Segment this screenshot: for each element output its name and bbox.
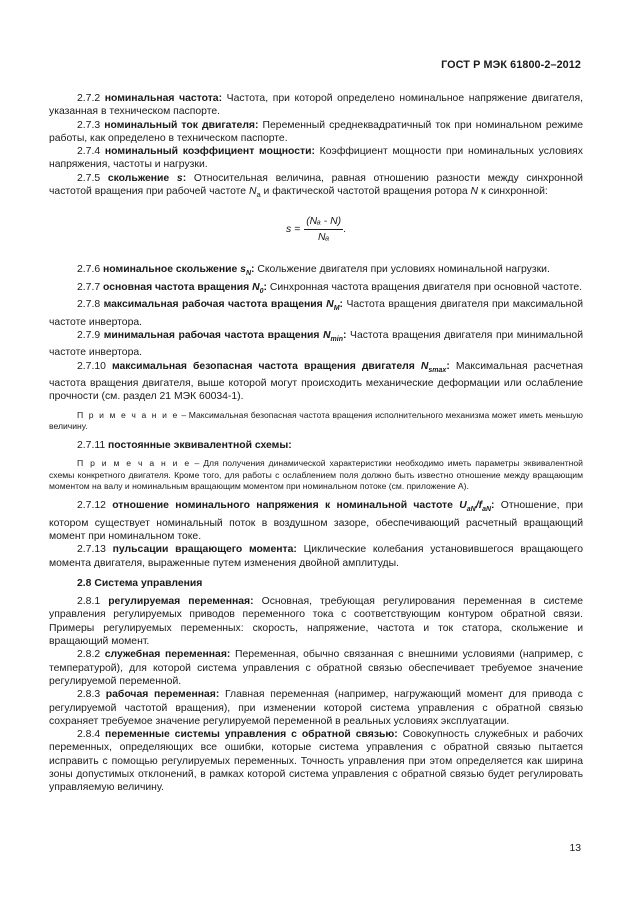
- definition-2-7-9: 2.7.9 минимальная рабочая частота вращения $N_{min}$: Частота вращения двигателя при минимальной частоте инвертора.: [49, 329, 584, 359]
- section-title: 2.8 Система управления: [77, 577, 203, 589]
- definition-2-7-13: 2.7.13 пульсации вращающего момента: Циклические колебания установившегося вращающего момента двигателя, выраженные путем изменения двойной амплитуды.: [49, 544, 584, 569]
- definition-2-7-4: 2.7.4 номинальный коэффициент мощности: Коэффициент мощности при номинальных условиях напряжения, частоты и нагрузки.: [49, 146, 583, 171]
- definition-2-7-2: 2.7.2 номинальная частота: Частота, при которой определено номинальное напряжение двигателя, указанная в техническом паспорте.: [49, 93, 583, 118]
- document-header: ГОСТ Р МЭК 61800-2–2012: [441, 59, 581, 71]
- definition-2-7-12: 2.7.12 отношение номинального напряжения к номинальной частоте $U_{aN}/f_{aN}$: Отношение, при котором существует номинальный поток в воздушном зазоре, обеспечивающий расчетный вращающий момент при номинальном токе.: [49, 500, 584, 542]
- formula-fraction: [304, 215, 343, 245]
- slip-formula: s = $\frac{\text{(Nₐ - N)}}{\text{Nₐ}}$ .: [286, 215, 346, 243]
- definition-2-8-3: 2.8.3 рабочая переменная: Главная переменная (например, нагружающий момент для привода с регулируемой частотой вращения), при изменении которой система управления с обратной связью сохраняет требуемое значение регулируемой переменной в реальных условиях эксплуатации.: [49, 689, 583, 727]
- definition-2-7-6: 2.7.6 номинальное скольжение $s_N$: Скольжение двигателя при условиях номинальной нагрузки.: [77, 264, 550, 278]
- definition-2-7-3: 2.7.3 номинальный ток двигателя: Переменный среднеквадратичный ток при номинальном режиме работы, как определено в техническом паспорте.: [49, 119, 584, 144]
- definition-2-7-10: 2.7.10 максимальная безопасная частота вращения двигателя $N_{smax}$: Максимальная расчетная частота вращения двигателя, выше которой могут происходить механические деформации или ослабление прочности (см. раздел 21 МЭК 60034-1).: [49, 360, 584, 403]
- definition-2-7-8: 2.7.8 максимальная рабочая частота вращения $N_M$: Частота вращения двигателя при максимальной частоте инвертора.: [49, 299, 583, 328]
- note-2-7-11: П р и м е ч а н и е – Для получения динамической характеристики необходимо иметь параметры эквивалентной схемы конкретного двигателя. Кроме того, для работы с ослаблением поля должно быть известно отношение между вращающим моментом на валу и номинальным вращающим моментом при номинальном потоке (см. приложение А).: [49, 458, 583, 491]
- definition-2-8-2: 2.8.2 служебная переменная: Переменная, обычно связанная с внешними условиями (например, с температурой), для которой система управления с обратной связью обеспечивает требуемое значение регулируемой переменной.: [49, 649, 583, 687]
- definition-2-7-11: 2.7.11 постоянные эквивалентной схемы:: [77, 440, 292, 452]
- formula-denominator: Nₐ: [318, 231, 330, 243]
- page-number: 13: [569, 843, 581, 854]
- document-body: [49, 92, 583, 795]
- definition-2-8-1: 2.8.1 регулируемая переменная: Основная, требующая регулирования переменная в системе управления регулируемых приводов переменного тока с соответствующим контуром обратной связи. Примеры регулируемых переменных: скорость, напряжение, частота и ток статора, скольжение и вращающий момент.: [49, 596, 584, 648]
- formula-lhs: s =: [286, 223, 301, 235]
- definition-2-7-7: 2.7.7 основная частота вращения $N_0$: Синхронная частота вращения двигателя при основной частоте.: [77, 281, 583, 295]
- formula-numerator: (Nₐ - N): [304, 215, 343, 230]
- definition-2-8-4: 2.8.4 переменные системы управления с обратной связью: Совокупность служебных и рабочих переменных, определяющих все ошибки, которые система управления с обратной связью пытается исправить с помощью регулируемых переменных. Точность управления при этом определяется как ширина зоны допустимых отклонений, в рамках которой система управления с обратной связью будет регулировать управляемую величину.: [49, 729, 583, 794]
- definition-2-7-5: 2.7.5 скольжение s: Относительная величина, равная отношению разности между синхронной частотой вращения при рабочей частоте $N_a$ и фактической частотой вращения ротора N к синхронной:: [49, 172, 583, 200]
- note-2-7-10: П р и м е ч а н и е – Максимальная безопасная частота вращения исполнительного механизма может иметь меньшую величину.: [49, 409, 583, 431]
